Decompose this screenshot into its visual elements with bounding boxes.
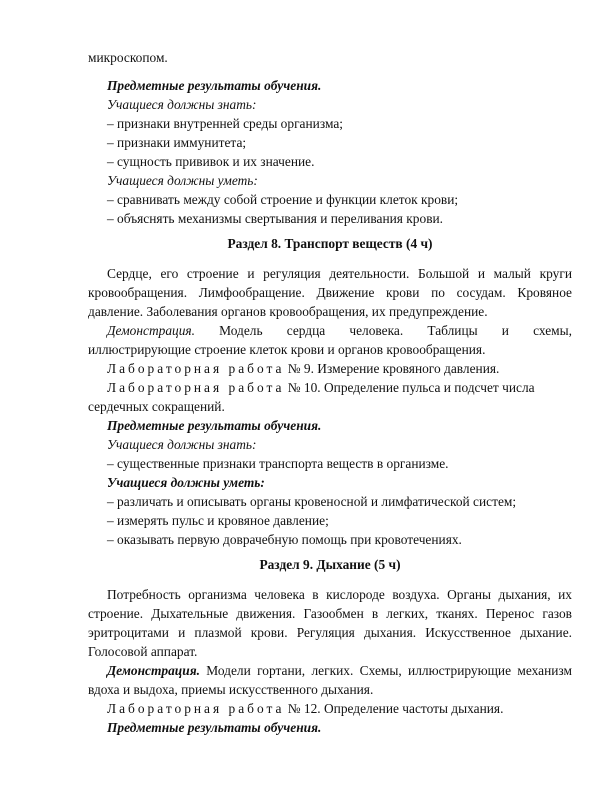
paragraph-line: строение. Дыхательные движения. Газообмен в легких, тканях. Перенос газов — [88, 606, 572, 621]
text-line: микроскопом. — [88, 50, 168, 65]
must-know-heading: Учащиеся должны знать: — [107, 97, 257, 112]
list-item: – сущность прививок и их значение. — [107, 154, 315, 169]
must-be-able-heading: Учащиеся должны уметь: — [107, 173, 258, 188]
paragraph-line: иллюстрирующие строение клеток крови и органов кровообращения. — [88, 342, 486, 357]
lab-work-line — [107, 699, 572, 718]
paragraph-line: вдоха и выдоха, приемы искусственного дыхания. — [88, 682, 374, 697]
list-item: – сравнивать между собой строение и функции клеток крови; — [107, 192, 459, 207]
list-item: – оказывать первую доврачебную помощь при кровотечениях. — [107, 532, 462, 547]
demonstration-line — [107, 661, 572, 680]
demonstration-line — [107, 321, 572, 340]
paragraph-line: давление. Заболевания органов кровообращения, их предупреждение. — [88, 304, 488, 319]
paragraph-line: Сердце, его строение и регуляция деятельности. Большой и малый круги — [107, 266, 572, 281]
demonstration-label: Демонстрация. — [107, 323, 195, 338]
lab-work-line — [107, 378, 572, 397]
must-be-able-heading: Учащиеся должны уметь: — [107, 475, 265, 490]
demonstration-label: Демонстрация. — [107, 663, 200, 678]
paragraph-line: кровообращения. Лимфообращение. Движение крови по сосудам. Кровяное — [88, 285, 572, 300]
lab-work-text: № 12. Определение частоты дыхания. — [284, 701, 504, 716]
lab-work-line — [107, 359, 572, 378]
paragraph-line: сердечных сокращений. — [88, 399, 225, 414]
lab-work-label: Лабораторная работа — [107, 361, 285, 376]
paragraph-line: эритроцитами и плазмой крови. Регуляция дыхания. Искусственное дыхание. — [88, 625, 572, 640]
must-know-heading: Учащиеся должны знать: — [107, 437, 257, 452]
list-item: – объяснять механизмы свертывания и переливания крови. — [107, 211, 444, 226]
demonstration-text: Модель сердца человека. Таблицы и схемы, — [194, 323, 572, 338]
learning-outcomes-heading: Предметные результаты обучения. — [107, 418, 322, 433]
section-8-heading: Раздел 8. Транспорт веществ (4 ч) — [227, 236, 433, 251]
demonstration-text: Модели гортани, легких. Схемы, иллюстрирующие механизм — [199, 663, 572, 678]
list-item: – измерять пульс и кровяное давление; — [107, 513, 329, 528]
list-item: – различать и описывать органы кровеносной и лимфатической систем; — [107, 494, 517, 509]
learning-outcomes-heading: Предметные результаты обучения. — [107, 78, 322, 93]
lab-work-label: Лабораторная работа — [107, 701, 285, 716]
lab-work-label: Лабораторная работа — [107, 380, 285, 395]
lab-work-text: № 9. Измерение кровяного давления. — [284, 361, 500, 376]
paragraph-line: Голосовой аппарат. — [88, 644, 198, 659]
learning-outcomes-heading: Предметные результаты обучения. — [107, 720, 322, 735]
list-item: – существенные признаки транспорта веществ в организме. — [107, 456, 449, 471]
paragraph-line: Потребность организма человека в кислороде воздуха. Органы дыхания, их — [107, 587, 572, 602]
section-9-heading: Раздел 9. Дыхание (5 ч) — [259, 557, 401, 572]
lab-work-text: № 10. Определение пульса и подсчет числа — [284, 380, 535, 395]
list-item: – признаки иммунитета; — [107, 135, 247, 150]
list-item: – признаки внутренней среды организма; — [107, 116, 343, 131]
